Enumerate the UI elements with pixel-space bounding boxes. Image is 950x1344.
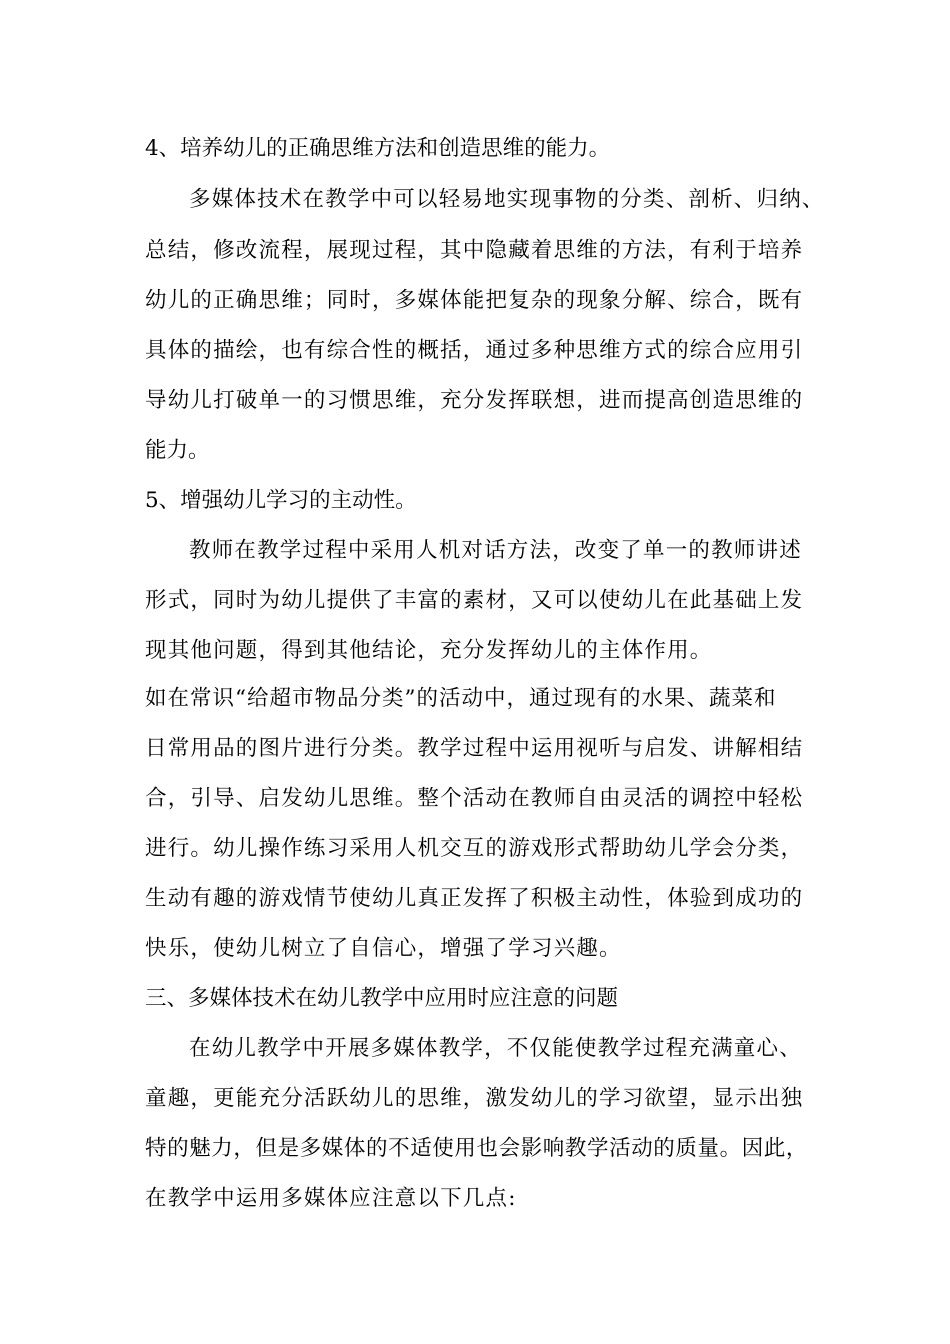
paragraph-line: 导幼儿打破单一的习惯思维，充分发挥联想，进而提高创造思维的 <box>145 388 804 413</box>
paragraph-line: 在教学中运用多媒体应注意以下几点: <box>145 1186 517 1211</box>
paragraph-line: 幼儿的正确思维；同时，多媒体能把复杂的现象分解、综合，既有 <box>145 288 804 313</box>
paragraph-line: 进行。幼儿操作练习采用人机交互的游戏形式帮助幼儿学会分类， <box>145 836 804 861</box>
paragraph-line: 如在常识“给超市物品分类”的活动中，通过现有的水果、蔬菜和 <box>145 686 777 711</box>
paragraph-line: 在幼儿教学中开展多媒体教学，不仅能使教学过程充满童心、 <box>189 1036 802 1061</box>
paragraph-line: 总结，修改流程，展现过程，其中隐藏着思维的方法，有利于培养 <box>145 238 804 263</box>
paragraph-line: 能力。 <box>145 438 210 463</box>
heading-4: 4、培养幼儿的正确思维方法和创造思维的能力。 <box>145 136 611 161</box>
heading-5: 5、增强幼儿学习的主动性。 <box>145 488 417 513</box>
paragraph-line: 形式，同时为幼儿提供了丰富的素材，又可以使幼儿在此基础上发 <box>145 588 804 613</box>
paragraph-line: 日常用品的图片进行分类。教学过程中运用视听与启发、讲解相结 <box>145 736 804 761</box>
paragraph-line: 特的魅力，但是多媒体的不适使用也会影响教学活动的质量。因此， <box>145 1136 809 1161</box>
paragraph-line: 具体的描绘，也有综合性的概括，通过多种思维方式的综合应用引 <box>145 338 804 363</box>
paragraph-line: 快乐，使幼儿树立了自信心，增强了学习兴趣。 <box>145 936 622 961</box>
paragraph-line: 教师在教学过程中采用人机对话方法，改变了单一的教师讲述 <box>189 538 802 563</box>
paragraph-line: 生动有趣的游戏情节使幼儿真正发挥了积极主动性，体验到成功的 <box>145 886 804 911</box>
paragraph-line: 多媒体技术在教学中可以轻易地实现事物的分类、剖析、归纳、 <box>189 187 825 212</box>
paragraph-line: 童趣，更能充分活跃幼儿的思维，激发幼儿的学习欲望，显示出独 <box>145 1086 804 1111</box>
paragraph-line: 合，引导、启发幼儿思维。整个活动在教师自由灵活的调控中轻松 <box>145 786 804 811</box>
section-heading-3: 三、多媒体技术在幼儿教学中应用时应注意的问题 <box>145 986 619 1011</box>
paragraph-line: 现其他问题，得到其他结论，充分发挥幼儿的主体作用。 <box>145 638 713 663</box>
